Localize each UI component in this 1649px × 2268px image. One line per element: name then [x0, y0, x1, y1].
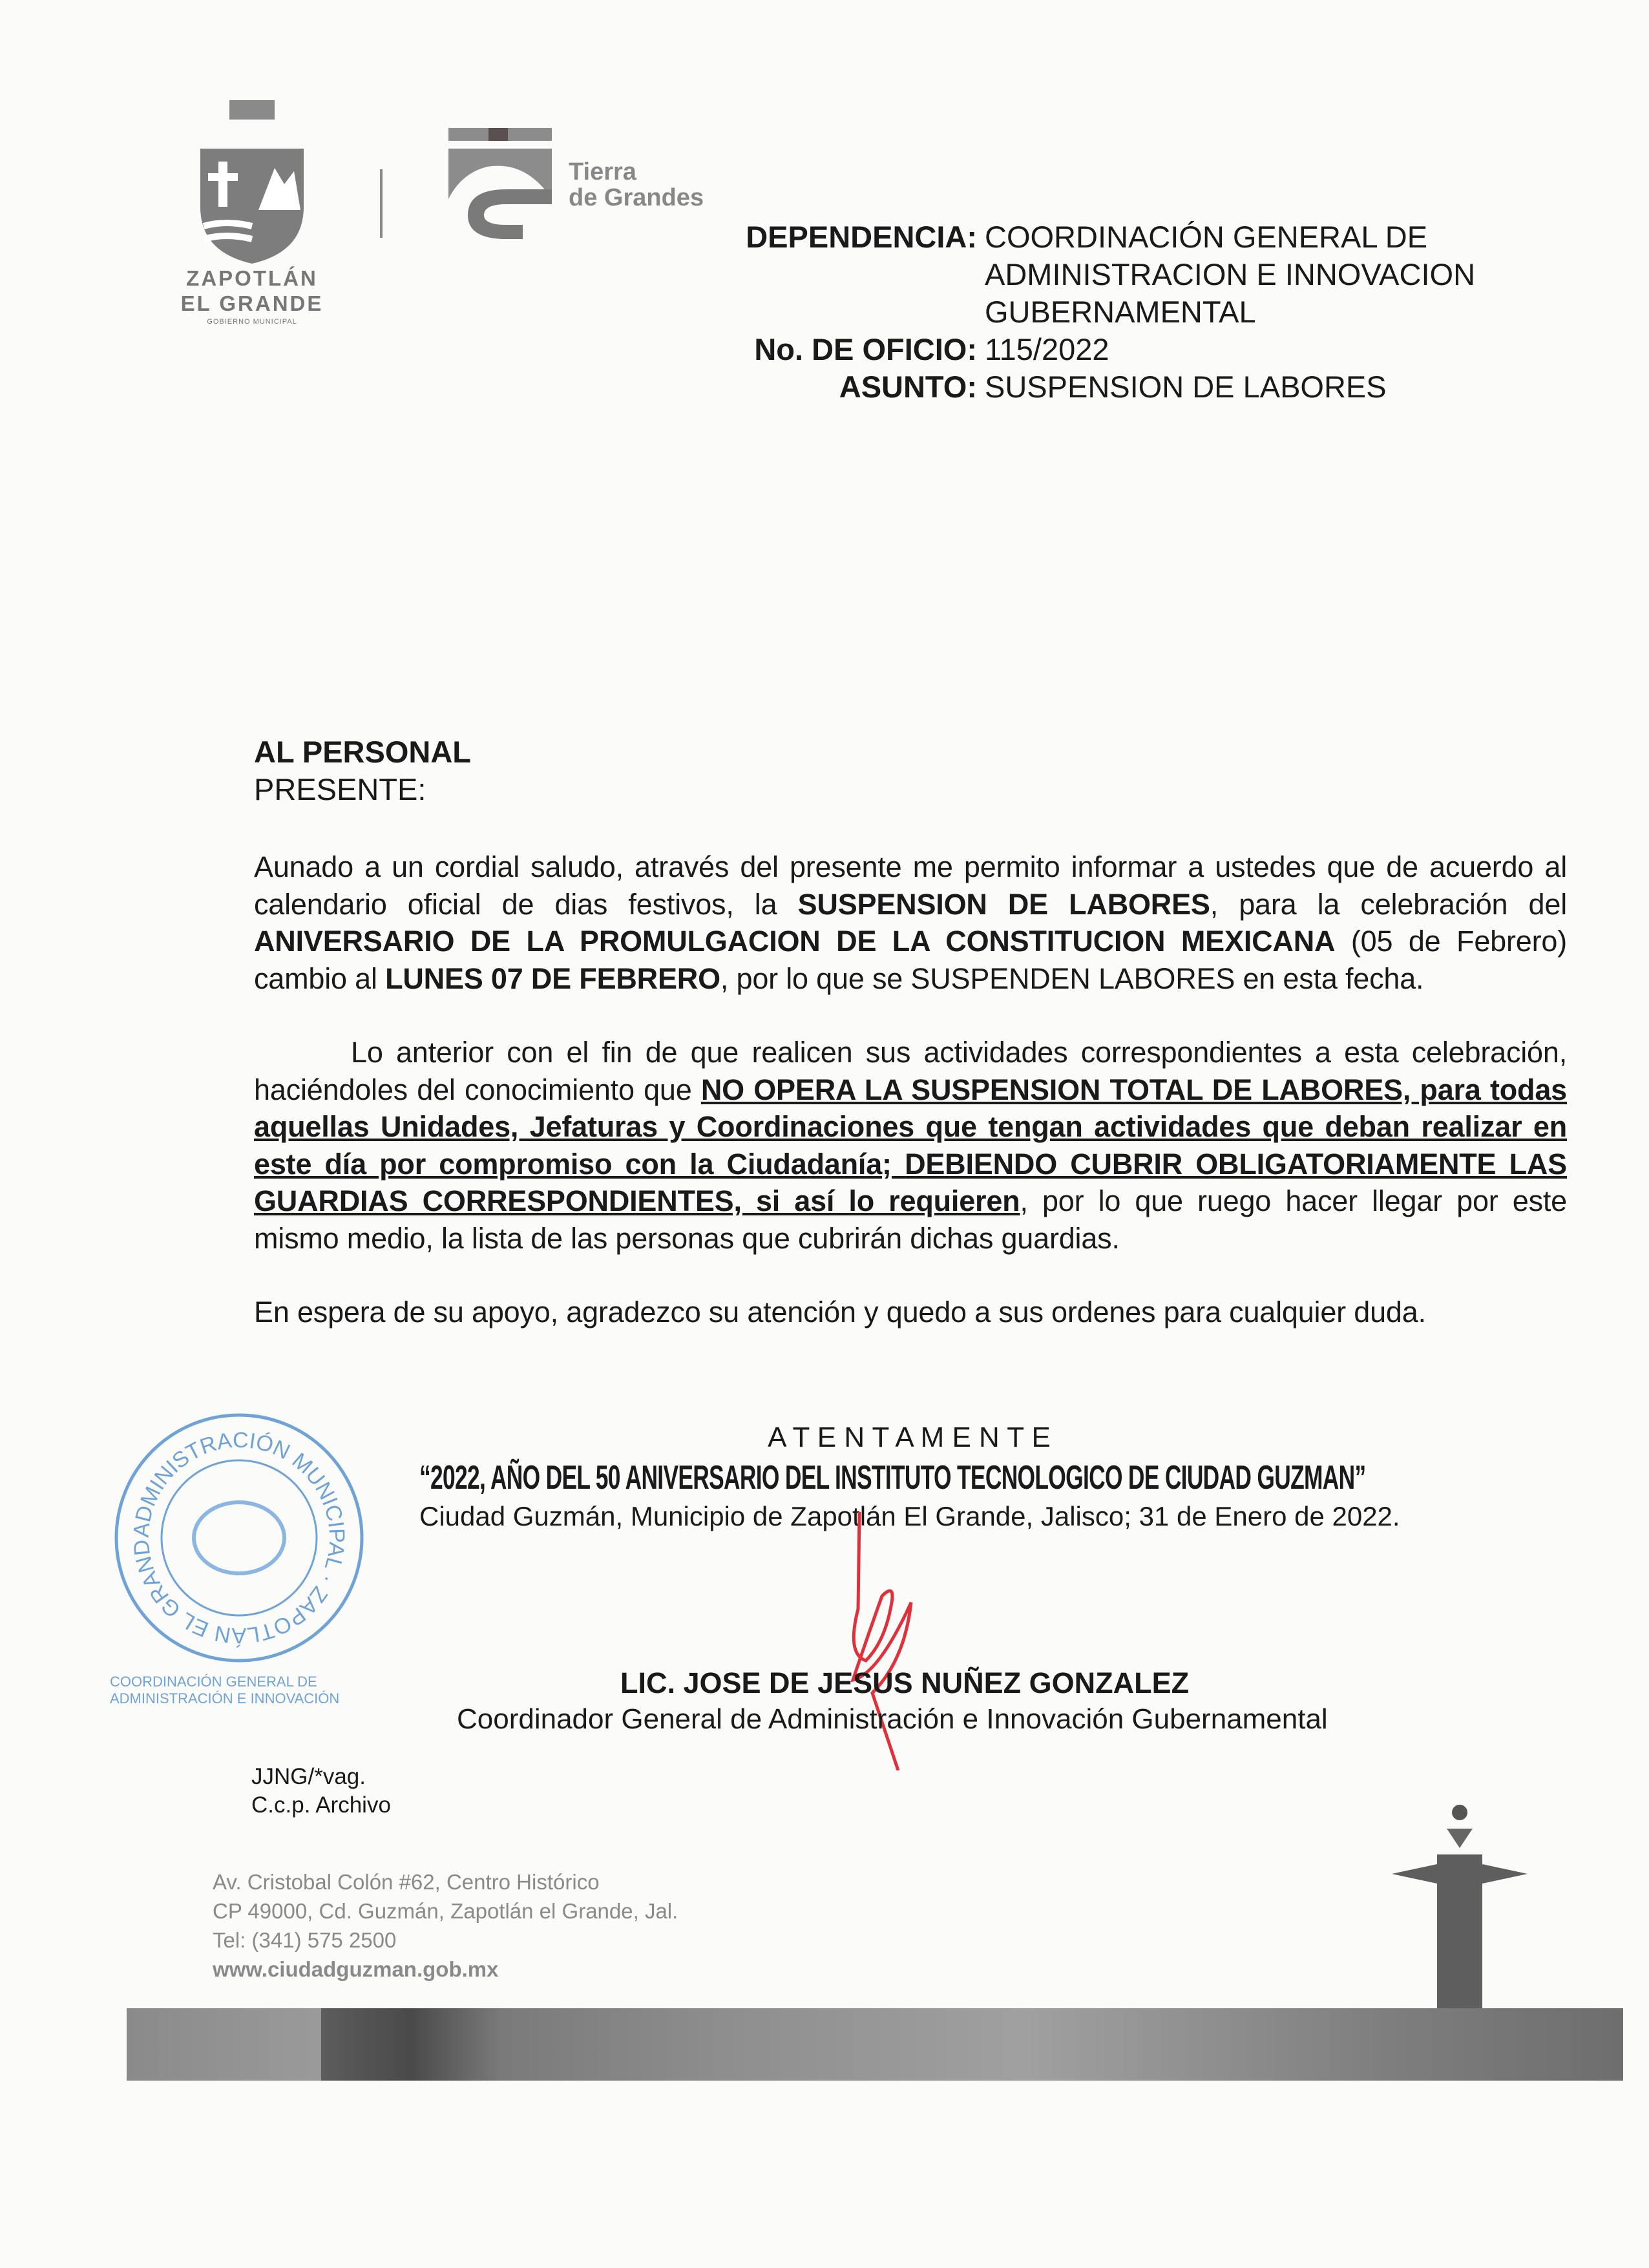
footer-phone: Tel: (341) 575 2500 — [213, 1928, 397, 1952]
asunto-value: SUSPENSION DE LABORES — [985, 370, 1387, 404]
p2-text: , por lo que ruego hacer llegar por este mismo medio, la lista de las personas que cubrirán dichas guardias. — [254, 1184, 1567, 1255]
signer-title: Coordinador General de Administración e Innovación Gubernamental — [457, 1703, 1328, 1735]
footer-band — [127, 2008, 1623, 2081]
p1-text: , para la celebración del — [1210, 887, 1567, 921]
recipient-line1: AL PERSONAL — [254, 735, 471, 769]
municipal-logo-line2: EL GRANDE — [180, 291, 324, 315]
document-header — [0, 218, 1649, 412]
p2-bold-underlined: NO OPERA LA SUSPENSION TOTAL DE LABORES, para todas aquellas Unidades, Jefaturas y Coordinaciones que tengan actividades que deban realizar en este día por compromiso con la Ciudadanía; DEBIENDO CUBRIR OBLIGATORIAMENTE LAS GUARDIAS CORRESPONDIENTES, si así lo requieren — [254, 1073, 1567, 1217]
closing-salutation: A T E N T A M E N T E — [768, 1422, 1051, 1453]
recipient-line2: PRESENTE: — [254, 772, 426, 806]
p1-text: , por lo que se SUSPENDEN LABORES en esta fecha. — [720, 961, 1424, 995]
p1-bold-aniversario: ANIVERSARIO DE LA PROMULGACION DE LA CONSTITUCION MEXICANA — [254, 925, 1336, 958]
seal-under-text: COORDINACIÓN GENERAL DE ADMINISTRACIÓN E INNOVACIÓN — [110, 1674, 340, 1706]
brand-logo-line1: Tierra — [569, 158, 636, 185]
municipal-logo-line1: ZAPOTLÁN — [186, 266, 318, 290]
letter-body — [254, 848, 1567, 1331]
seal-text: ADMINISTRACIÓN MUNICIPAL · ZAPOTLÁN EL GRAND — [129, 1427, 350, 1648]
footer-address — [213, 1867, 678, 1984]
municipal-logo-line3: GOBIERNO MUNICIPAL — [207, 318, 297, 326]
oficio-value: 115/2022 — [985, 332, 1109, 366]
reference-initials: JJNG/*vag. — [251, 1764, 366, 1789]
paragraph-1 — [254, 848, 1567, 997]
p1-text: (05 de Febrero) cambio al — [254, 925, 1567, 995]
reference-ccp: C.c.p. Archivo — [251, 1792, 391, 1818]
p1-bold-date: LUNES 07 DE FEBRERO — [385, 961, 720, 995]
p2-text: Lo anterior con el fin de que realicen sus actividades correspondientes a esta celebración, haciéndoles del conocimiento que — [254, 1036, 1567, 1106]
dependencia-line-2: ADMINISTRACION E INNOVACION — [985, 257, 1476, 291]
tower-emblem — [1379, 1803, 1540, 2016]
paragraph-2 — [254, 1034, 1567, 1257]
footer-address-line2: CP 49000, Cd. Guzmán, Zapotlán el Grande, Jal. — [213, 1899, 678, 1923]
brand-logo-line2: de Grandes — [569, 184, 704, 211]
closing-place-date: Ciudad Guzmán, Municipio de Zapotlán El Grande, Jalisco; 31 de Enero de 2022. — [419, 1501, 1400, 1531]
dependencia-line-1: COORDINACIÓN GENERAL DE — [985, 220, 1428, 254]
footer-address-line1: Av. Cristobal Colón #62, Centro Histórico — [213, 1870, 600, 1894]
oficio-label: No. DE OFICIO: — [754, 332, 977, 366]
paragraph-3: En espera de su apoyo, agradezco su atención y quedo a sus ordenes para cualquier duda. — [254, 1296, 1426, 1328]
closing-motto: “2022, AÑO DEL 50 ANIVERSARIO DEL INSTITUTO TECNOLOGICO DE CIUDAD GUZMAN” — [419, 1459, 1366, 1496]
p1-text: Aunado a un cordial saludo, através del presente me permito informar a ustedes que de acuerdo al calendario oficial de dias festivos, la — [254, 850, 1567, 921]
footer-website[interactable]: www.ciudadguzman.gob.mx — [213, 1957, 499, 1981]
dependencia-label: DEPENDENCIA: — [746, 220, 977, 254]
asunto-label: ASUNTO: — [839, 370, 977, 404]
signer-name: LIC. JOSE DE JESUS NUÑEZ GONZALEZ — [620, 1666, 1190, 1699]
p1-bold-suspension: SUSPENSION DE LABORES — [797, 887, 1210, 921]
dependencia-line-3: GUBERNAMENTAL — [985, 295, 1256, 329]
